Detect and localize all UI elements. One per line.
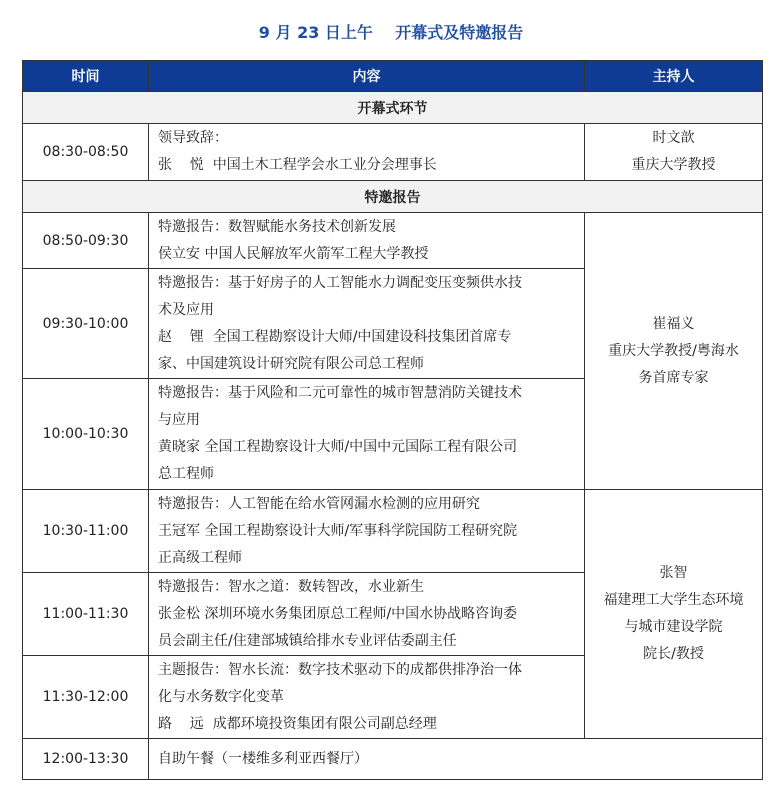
host-line: 崔福义	[652, 315, 695, 332]
content-line: 术及应用	[158, 301, 214, 318]
header-host: 主持人	[585, 61, 763, 92]
time-cell: 12:00-13:30	[23, 739, 149, 780]
content-line: 特邀报告：基于风险和二元可靠性的城市智慧消防关键技术	[158, 385, 522, 401]
table-row	[23, 124, 763, 181]
content-line: 特邀报告：基于好房子的人工智能水力调配变压变频供水技	[158, 274, 522, 291]
content-line: 自助午餐（一楼维多利亚西餐厅）	[158, 750, 368, 767]
host-line: 与城市建设学院	[624, 619, 723, 635]
time-cell: 08:50-09:30	[23, 213, 149, 269]
host-line: 务首席专家	[638, 369, 709, 386]
time-cell: 11:30-12:00	[23, 656, 149, 739]
time-cell: 11:00-11:30	[23, 573, 149, 656]
section-row-opening	[23, 92, 763, 124]
section-title: 特邀报告	[23, 181, 763, 213]
host-line: 院长/教授	[643, 646, 704, 662]
content-cell	[149, 739, 763, 780]
time-cell: 09:30-10:00	[23, 269, 149, 379]
content-line: 与应用	[158, 412, 200, 428]
content-line: 领导致辞：	[158, 130, 228, 146]
content-line: 张 悦 中国土木工程学会水工业分会理事长	[158, 157, 437, 173]
host-line: 张智	[659, 565, 688, 581]
host-line: 时文歆	[652, 130, 695, 146]
content-cell	[149, 656, 585, 739]
host-cell	[585, 124, 763, 181]
section-row-special	[23, 181, 763, 213]
content-cell	[149, 269, 585, 379]
content-line: 员会副主任/住建部城镇给排水专业评估委副主任	[158, 632, 457, 649]
content-line: 侯立安 中国人民解放军火箭军工程大学教授	[158, 245, 429, 262]
content-cell	[149, 213, 585, 269]
content-line: 黄晓家 全国工程勘察设计大师/中国中元国际工程有限公司	[158, 439, 518, 455]
content-line: 总工程师	[158, 466, 214, 482]
content-line: 化与水务数字化变革	[158, 688, 284, 705]
time-cell: 10:30-11:00	[23, 490, 149, 573]
schedule-table	[22, 60, 763, 780]
host-line: 重庆大学教授	[631, 157, 716, 173]
section-title: 开幕式环节	[23, 92, 763, 124]
content-line: 主题报告：智水长流：数字技术驱动下的成都供排净治一体	[158, 661, 522, 678]
host-line: 重庆大学教授/粤海水	[608, 342, 739, 359]
content-line: 家、中国建筑设计研究院有限公司总工程师	[158, 355, 424, 372]
content-cell	[149, 573, 585, 656]
page-title: 9 月 23 日上午 开幕式及特邀报告	[258, 23, 524, 42]
content-line: 王冠军 全国工程勘察设计大师/军事科学院国防工程研究院	[158, 522, 518, 539]
content-cell	[149, 124, 585, 181]
content-line: 正高级工程师	[158, 549, 242, 566]
time-cell: 10:00-10:30	[23, 379, 149, 490]
table-row	[23, 739, 763, 780]
content-line: 特邀报告：智水之道：数转智改，水业新生	[158, 578, 424, 595]
header-content: 内容	[149, 61, 585, 92]
content-line: 张金松 深圳环境水务集团原总工程师/中国水协战略咨询委	[158, 605, 518, 622]
table-row	[23, 490, 763, 573]
content-cell	[149, 379, 585, 490]
header-time: 时间	[23, 61, 149, 92]
host-cell	[585, 490, 763, 739]
content-line: 路 远 成都环境投资集团有限公司副总经理	[158, 715, 437, 732]
content-line: 特邀报告：数智赋能水务技术创新发展	[158, 218, 396, 235]
header-row	[23, 61, 763, 92]
time-cell: 08:30-08:50	[23, 124, 149, 181]
content-line: 特邀报告：人工智能在给水管网漏水检测的应用研究	[158, 495, 480, 512]
host-line: 福建理工大学生态环境	[603, 592, 744, 608]
table-row	[23, 213, 763, 269]
host-cell	[585, 213, 763, 490]
content-cell	[149, 490, 585, 573]
content-line: 赵 锂 全国工程勘察设计大师/中国建设科技集团首席专	[158, 328, 512, 345]
